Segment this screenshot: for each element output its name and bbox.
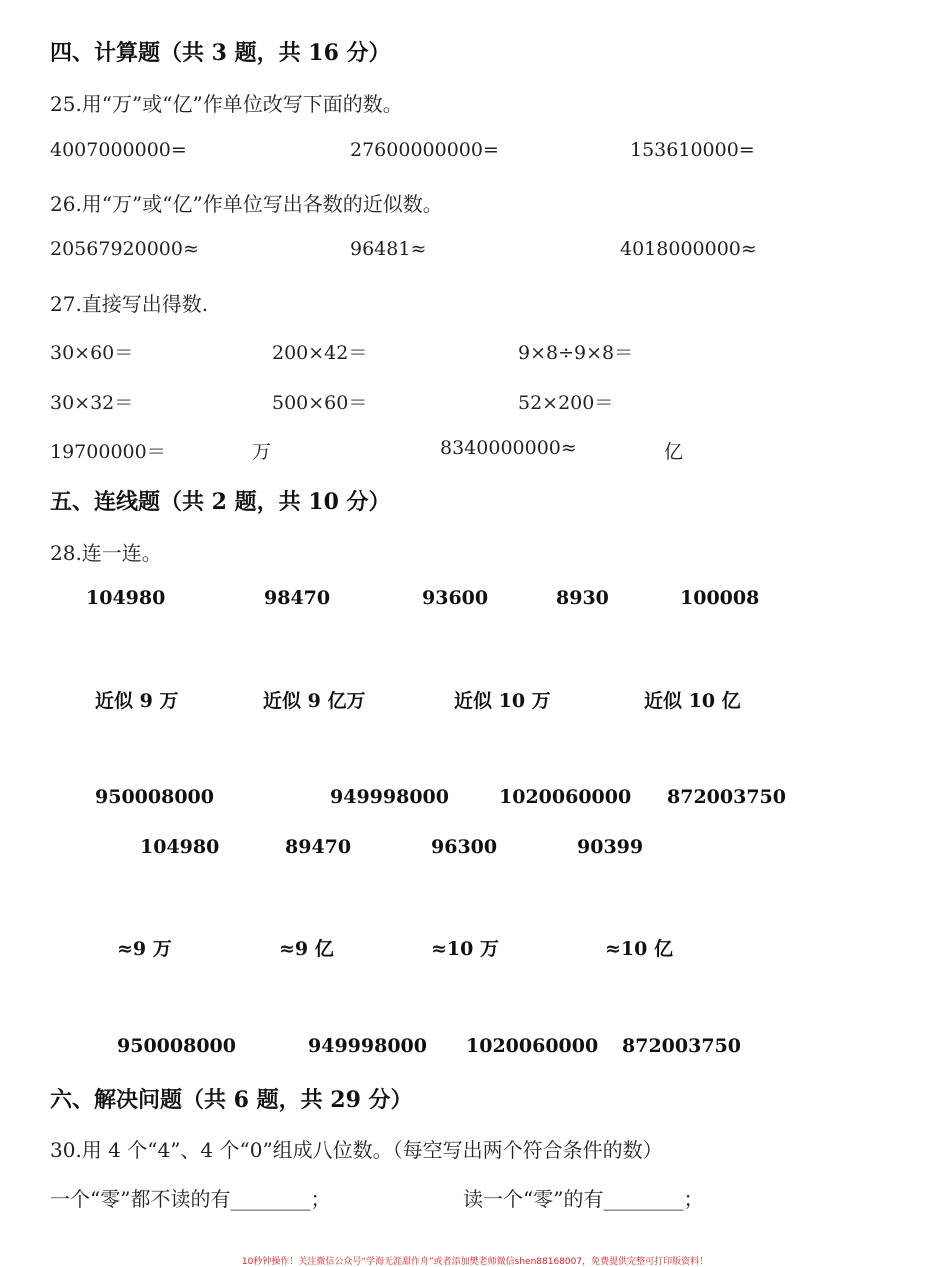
q28-prompt: 28.连一连。 bbox=[50, 541, 162, 565]
approx-label: 近似 9 亿万 bbox=[263, 690, 366, 712]
match-number: 90399 bbox=[577, 836, 644, 858]
q26-prompt: 26.用“万”或“亿”作单位写出各数的近似数。 bbox=[50, 192, 443, 216]
q27-prompt: 27.直接写出得数. bbox=[50, 292, 209, 316]
match-number: 98470 bbox=[264, 587, 331, 609]
section-5-title: 五、连线题（共 2 题，共 10 分） bbox=[50, 489, 391, 515]
q27-expr: 19700000＝ bbox=[50, 441, 166, 463]
q26-item: 96481≈ bbox=[350, 238, 427, 260]
q25-item: 4007000000= bbox=[50, 139, 187, 161]
q27-expr: 30×32＝ bbox=[50, 392, 134, 414]
q27-expr: 9×8÷9×8＝ bbox=[518, 342, 634, 364]
approx-label: ≈10 亿 bbox=[605, 938, 673, 960]
q25-prompt: 25.用“万”或“亿”作单位改写下面的数。 bbox=[50, 92, 403, 116]
q27-unit: 万 bbox=[252, 441, 272, 463]
approx-label: ≈9 亿 bbox=[279, 938, 334, 960]
q30-prompt: 30.用 4 个“4”、4 个“0”组成八位数。（每空写出两个符合条件的数） bbox=[50, 1138, 663, 1162]
q26-item: 4018000000≈ bbox=[620, 238, 757, 260]
q27-expr: 8340000000≈ bbox=[440, 437, 577, 459]
q27-expr: 200×42＝ bbox=[272, 342, 368, 364]
approx-label: 近似 10 亿 bbox=[644, 690, 741, 712]
q25-item: 153610000= bbox=[630, 139, 755, 161]
match-number: 104980 bbox=[140, 836, 220, 858]
match-number: 93600 bbox=[422, 587, 489, 609]
approx-label: 近似 10 万 bbox=[454, 690, 551, 712]
match-number: 104980 bbox=[86, 587, 166, 609]
match-number: 950008000 bbox=[95, 786, 214, 808]
q27-unit: 亿 bbox=[664, 441, 684, 463]
match-number: 949998000 bbox=[308, 1035, 427, 1057]
q30-blank: 一个“零”都不读的有________； bbox=[50, 1187, 331, 1211]
match-number: 8930 bbox=[556, 587, 609, 609]
match-number: 1020060000 bbox=[499, 786, 632, 808]
q25-item: 27600000000= bbox=[350, 139, 499, 161]
match-number: 100008 bbox=[680, 587, 760, 609]
q26-item: 20567920000≈ bbox=[50, 238, 199, 260]
match-number: 950008000 bbox=[117, 1035, 236, 1057]
q27-expr: 52×200＝ bbox=[518, 392, 614, 414]
match-number: 96300 bbox=[431, 836, 498, 858]
match-number: 1020060000 bbox=[466, 1035, 599, 1057]
section-4-title: 四、计算题（共 3 题，共 16 分） bbox=[50, 40, 391, 66]
match-number: 949998000 bbox=[330, 786, 449, 808]
approx-label: 近似 9 万 bbox=[95, 690, 179, 712]
approx-label: ≈10 万 bbox=[431, 938, 499, 960]
match-number: 872003750 bbox=[622, 1035, 741, 1057]
q27-expr: 30×60＝ bbox=[50, 342, 134, 364]
q27-expr: 500×60＝ bbox=[272, 392, 368, 414]
footer-notice: 10秒钟操作！关注微信公众号“学海无涯甜作舟”或者添加樊老师微信shen88168007，免费提供完整可打印版资料！ bbox=[241, 1257, 709, 1267]
match-number: 89470 bbox=[285, 836, 352, 858]
approx-label: ≈9 万 bbox=[117, 938, 172, 960]
section-6-title: 六、解决问题（共 6 题，共 29 分） bbox=[50, 1087, 413, 1113]
match-number: 872003750 bbox=[667, 786, 786, 808]
q30-blank: 读一个“零”的有________； bbox=[463, 1187, 704, 1211]
